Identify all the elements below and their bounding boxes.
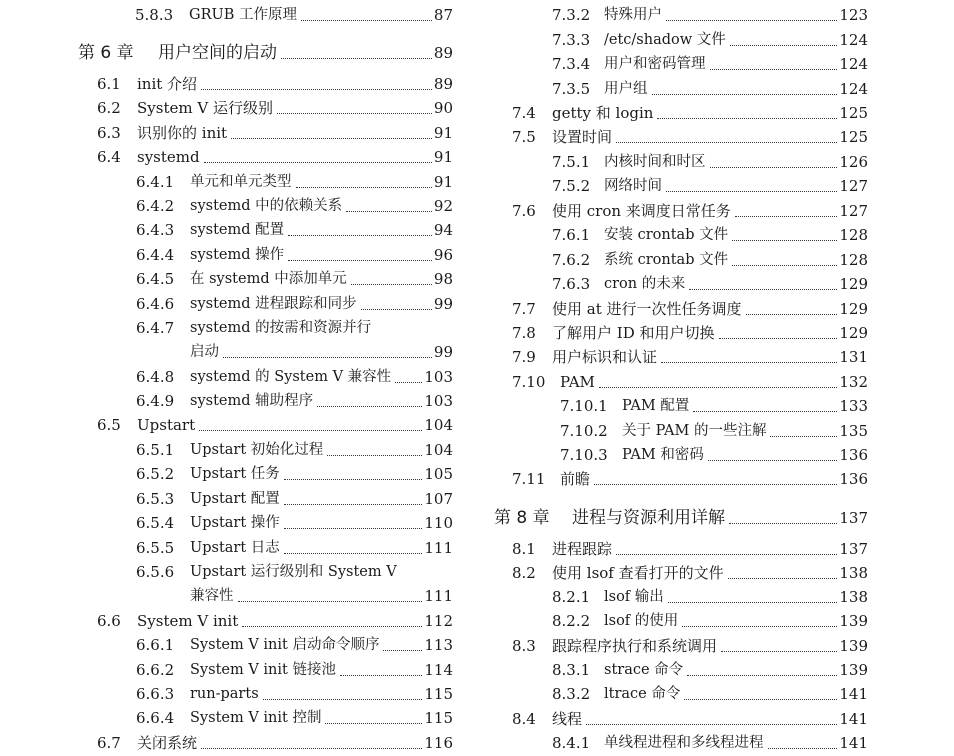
- toc-entry-8-1[interactable]: 8.1 进程跟踪 137: [512, 540, 868, 558]
- toc-entry-7-5-1[interactable]: 7.5.1 内核时间和时区 126: [552, 153, 868, 171]
- toc-entry-8-2-1[interactable]: 8.2.1 lsof 输出 138: [552, 588, 868, 606]
- toc-entry-6-5[interactable]: 6.5 Upstart 104: [97, 416, 453, 434]
- toc-entry-8-3-2[interactable]: 8.3.2 ltrace 命令 141: [552, 685, 868, 703]
- toc-entry-6-4-9[interactable]: 6.4.9 systemd 辅助程序 103: [136, 392, 453, 410]
- toc-entry-6-5-2[interactable]: 6.5.2 Upstart 任务 105: [136, 465, 453, 483]
- toc-entry-6-4-1[interactable]: 6.4.1 单元和单元类型 91: [136, 173, 453, 191]
- toc-entry-6-4-7-cont[interactable]: 启动 99: [190, 343, 453, 361]
- toc-entry-5-8-3[interactable]: 5.8.3 GRUB 工作原理 87: [135, 6, 453, 24]
- toc-entry-6-4-8[interactable]: 6.4.8 systemd 的 System V 兼容性 103: [136, 368, 453, 386]
- toc-entry-6-5-6-cont[interactable]: 兼容性 111: [190, 587, 453, 605]
- toc-entry-7-6-3[interactable]: 7.6.3 cron 的未来 129: [552, 275, 868, 293]
- toc-entry-7-6-1[interactable]: 7.6.1 安装 crontab 文件 128: [552, 226, 868, 244]
- toc-entry-6-4-4[interactable]: 6.4.4 systemd 操作 96: [136, 246, 453, 264]
- toc-entry-7-5-2[interactable]: 7.5.2 网络时间 127: [552, 177, 868, 195]
- toc-entry-6-6-4[interactable]: 6.6.4 System V init 控制 115: [136, 709, 453, 727]
- toc-chapter-8[interactable]: 第 8 章 进程与资源利用详解 137: [494, 508, 868, 528]
- toc-entry-7-3-2[interactable]: 7.3.2 特殊用户 123: [552, 6, 868, 24]
- toc-entry-6-7[interactable]: 6.7 关闭系统 116: [97, 734, 453, 752]
- toc-entry-7-10-3[interactable]: 7.10.3 PAM 和密码 136: [560, 446, 868, 464]
- toc-entry-7-9[interactable]: 7.9 用户标识和认证 131: [512, 348, 868, 366]
- toc-entry-7-3-5[interactable]: 7.3.5 用户组 124: [552, 80, 868, 98]
- toc-entry-8-3-1[interactable]: 8.3.1 strace 命令 139: [552, 661, 868, 679]
- toc-entry-7-10-2[interactable]: 7.10.2 关于 PAM 的一些注解 135: [560, 422, 868, 440]
- toc-entry-6-4-7[interactable]: 6.4.7 systemd 的按需和资源并行: [136, 319, 372, 337]
- toc-entry-8-3[interactable]: 8.3 跟踪程序执行和系统调用 139: [512, 637, 868, 655]
- toc-chapter-6[interactable]: 第 6 章 用户空间的启动 89: [78, 43, 453, 63]
- toc-entry-6-5-5[interactable]: 6.5.5 Upstart 日志 111: [136, 539, 453, 557]
- toc-entry-8-4[interactable]: 8.4 线程 141: [512, 710, 868, 728]
- toc-entry-7-3-4[interactable]: 7.3.4 用户和密码管理 124: [552, 55, 868, 73]
- toc-entry-7-8[interactable]: 7.8 了解用户 ID 和用户切换 129: [512, 324, 868, 342]
- toc-entry-6-5-6[interactable]: 6.5.6 Upstart 运行级别和 System V: [136, 563, 397, 581]
- toc-entry-6-4-5[interactable]: 6.4.5 在 systemd 中添加单元 98: [136, 270, 453, 288]
- toc-entry-6-5-3[interactable]: 6.5.3 Upstart 配置 107: [136, 490, 453, 508]
- toc-entry-6-5-1[interactable]: 6.5.1 Upstart 初始化过程 104: [136, 441, 453, 459]
- toc-entry-8-2[interactable]: 8.2 使用 lsof 查看打开的文件 138: [512, 564, 868, 582]
- toc-entry-6-2[interactable]: 6.2 System V 运行级别 90: [97, 99, 453, 117]
- toc-entry-6-3[interactable]: 6.3 识别你的 init 91: [97, 124, 453, 142]
- toc-entry-7-10-1[interactable]: 7.10.1 PAM 配置 133: [560, 397, 868, 415]
- toc-entry-7-6[interactable]: 7.6 使用 cron 来调度日常任务 127: [512, 202, 868, 220]
- toc-entry-7-11[interactable]: 7.11 前瞻 136: [512, 470, 868, 488]
- toc-entry-6-4-2[interactable]: 6.4.2 systemd 中的依赖关系 92: [136, 197, 453, 215]
- toc-entry-6-4-3[interactable]: 6.4.3 systemd 配置 94: [136, 221, 453, 239]
- toc-entry-7-10[interactable]: 7.10 PAM 132: [512, 373, 868, 391]
- toc-entry-6-4[interactable]: 6.4 systemd 91: [97, 148, 453, 166]
- toc-entry-6-1[interactable]: 6.1 init 介绍 89: [97, 75, 453, 93]
- toc-entry-8-2-2[interactable]: 8.2.2 lsof 的使用 139: [552, 612, 868, 630]
- toc-entry-6-6-2[interactable]: 6.6.2 System V init 链接池 114: [136, 661, 453, 679]
- toc-entry-6-6-3[interactable]: 6.6.3 run-parts 115: [136, 685, 453, 703]
- toc-entry-7-3-3[interactable]: 7.3.3 /etc/shadow 文件 124: [552, 31, 868, 49]
- toc-entry-6-4-6[interactable]: 6.4.6 systemd 进程跟踪和同步 99: [136, 295, 453, 313]
- toc-entry-6-6[interactable]: 6.6 System V init 112: [97, 612, 453, 630]
- toc-entry-7-5[interactable]: 7.5 设置时间 125: [512, 128, 868, 146]
- toc-entry-7-7[interactable]: 7.7 使用 at 进行一次性任务调度 129: [512, 300, 868, 318]
- toc-entry-7-6-2[interactable]: 7.6.2 系统 crontab 文件 128: [552, 251, 868, 269]
- toc-entry-6-6-1[interactable]: 6.6.1 System V init 启动命令顺序 113: [136, 636, 453, 654]
- toc-entry-8-4-1[interactable]: 8.4.1 单线程进程和多线程进程 141: [552, 734, 868, 752]
- toc-entry-7-4[interactable]: 7.4 getty 和 login 125: [512, 104, 868, 122]
- toc-entry-6-5-4[interactable]: 6.5.4 Upstart 操作 110: [136, 514, 453, 532]
